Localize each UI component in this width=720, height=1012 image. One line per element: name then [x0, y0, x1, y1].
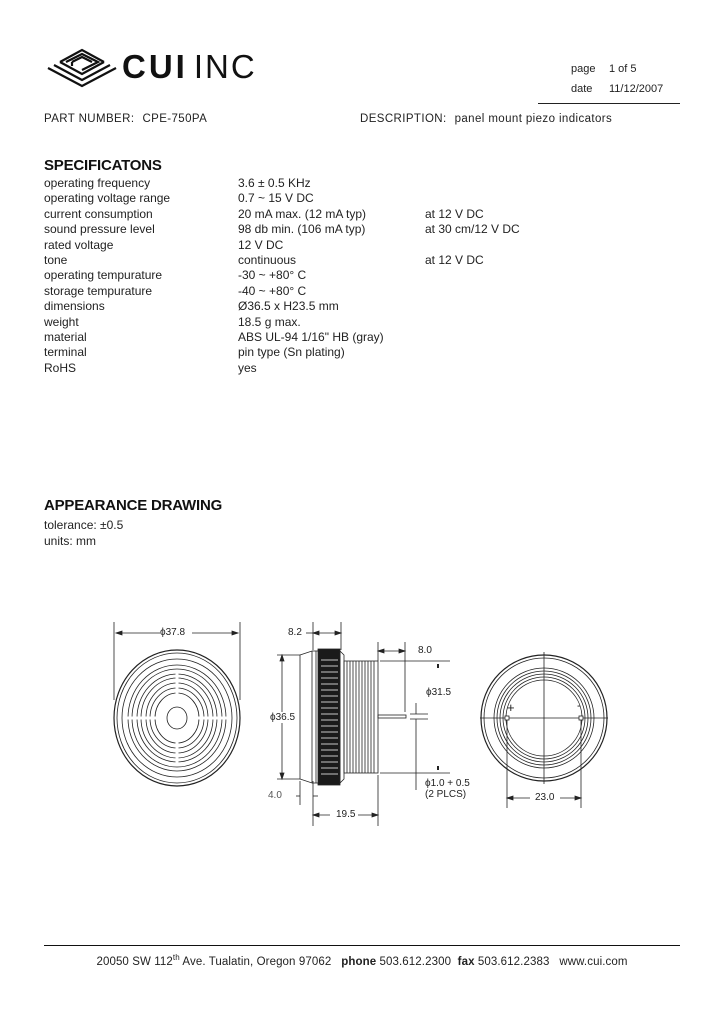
- spec-condition: at 30 cm/12 V DC: [425, 222, 520, 237]
- rear-view-drawing: [480, 652, 608, 808]
- spec-row: [44, 299, 565, 314]
- spec-value: 12 V DC: [238, 237, 284, 252]
- units-text: units: mm: [44, 534, 97, 548]
- footer-divider: [44, 945, 680, 946]
- spec-row: [44, 207, 565, 222]
- company-logo: [46, 46, 256, 88]
- date-value: 11/12/2007: [609, 83, 664, 95]
- spec-value: Ø36.5 x H23.5 mm: [238, 299, 339, 314]
- minus-terminal-mark: -: [577, 700, 581, 712]
- front-view-drawing: [114, 622, 240, 786]
- part-number: [44, 113, 207, 125]
- description-label: DESCRIPTION:: [360, 113, 447, 125]
- spec-row: [44, 345, 565, 360]
- tolerance-text: tolerance: ±0.5: [44, 518, 124, 532]
- page-info: [571, 59, 663, 99]
- spec-condition: [425, 238, 565, 253]
- part-number-value: CPE-750PA: [142, 113, 208, 125]
- dim-pin-diameter: ϕ1.0 + 0.5: [425, 778, 470, 789]
- spec-name: tone: [44, 252, 68, 267]
- spec-row: [44, 238, 565, 253]
- spec-condition: at 12 V DC: [425, 252, 484, 267]
- dim-side-diameter: ϕ36.5: [270, 712, 296, 723]
- spec-value: 18.5 g max.: [238, 314, 301, 329]
- spec-condition: [425, 176, 565, 191]
- dim-flange-offset: 4.0: [268, 790, 282, 801]
- spec-name: RoHS: [44, 360, 77, 375]
- page-label: page: [571, 63, 596, 75]
- footer-website-link[interactable]: www.cui.com: [559, 955, 628, 968]
- spec-row: [44, 315, 565, 330]
- spec-condition: [425, 345, 565, 360]
- spec-value: ABS UL-94 1/16" HB (gray): [238, 329, 384, 344]
- spec-name: current consumption: [44, 206, 153, 221]
- spec-row: [44, 268, 565, 283]
- spec-name: weight: [44, 314, 79, 329]
- spec-value: -40 ~ +80° C: [238, 283, 307, 298]
- spec-condition: [425, 268, 565, 283]
- spec-condition: [425, 191, 565, 206]
- spec-condition: [425, 330, 565, 345]
- dim-pin-spacing: 23.0: [535, 792, 555, 803]
- appearance-drawing: [0, 600, 720, 840]
- footer-contact: [44, 953, 680, 968]
- spec-row: [44, 222, 565, 237]
- spec-condition: [425, 315, 565, 330]
- spec-name: material: [44, 329, 87, 344]
- dim-thread-diameter: ϕ31.5: [426, 687, 452, 698]
- page-value: 1 of 5: [609, 63, 637, 75]
- spec-row: [44, 253, 565, 268]
- spec-name: operating tempurature: [44, 268, 163, 283]
- spec-name: sound pressure level: [44, 222, 155, 237]
- spec-row: [44, 176, 565, 191]
- spec-name: dimensions: [44, 299, 105, 314]
- footer-phone-value: 503.612.2300: [379, 955, 452, 968]
- spec-value: 3.6 ± 0.5 KHz: [238, 176, 311, 190]
- dim-side-width: 8.2: [288, 627, 302, 638]
- description-value: panel mount piezo indicators: [454, 113, 613, 125]
- company-name-regular: INC: [193, 48, 257, 85]
- spec-value: -30 ~ +80° C: [238, 268, 307, 283]
- footer-address-prefix: 20050 SW 112: [96, 955, 173, 968]
- spec-value: 20 mA max. (12 mA typ): [238, 206, 367, 221]
- dim-front-diameter: ϕ37.8: [160, 627, 186, 638]
- spec-value: continuous: [238, 252, 297, 267]
- spec-condition: [425, 284, 565, 299]
- dim-body-length: 19.5: [336, 809, 356, 820]
- footer-address-sup: th: [172, 953, 180, 962]
- spec-row: [44, 330, 565, 345]
- dim-pin-length: 8.0: [418, 645, 432, 656]
- cui-diamond-logo-icon: [46, 46, 120, 88]
- footer-phone-label: phone: [341, 955, 377, 968]
- spec-row: [44, 191, 565, 206]
- spec-name: operating frequency: [44, 176, 151, 190]
- spec-name: storage tempurature: [44, 283, 153, 298]
- spec-value: 98 db min. (106 mA typ): [238, 222, 366, 237]
- spec-name: rated voltage: [44, 237, 114, 252]
- spec-value: pin type (Sn plating): [238, 345, 345, 360]
- date-label: date: [571, 83, 593, 95]
- specifications-title: SPECIFICATONS: [44, 157, 162, 174]
- header-divider: [538, 103, 680, 104]
- company-name: [122, 49, 257, 85]
- spec-condition: [425, 361, 565, 376]
- footer-fax-label: fax: [457, 955, 475, 968]
- company-name-bold: CUI: [122, 48, 188, 85]
- spec-row: [44, 284, 565, 299]
- dim-pin-count: (2 PLCS): [425, 789, 467, 800]
- footer-fax-value: 503.612.2383: [477, 955, 550, 968]
- plus-terminal-mark: +: [507, 700, 515, 715]
- spec-name: terminal: [44, 345, 87, 360]
- spec-row: [44, 361, 565, 376]
- appearance-title: APPEARANCE DRAWING: [44, 497, 223, 514]
- part-number-label: PART NUMBER:: [44, 113, 135, 125]
- spec-condition: at 12 V DC: [425, 206, 484, 221]
- spec-name: operating voltage range: [44, 191, 171, 206]
- specifications-table: [44, 176, 565, 376]
- spec-condition: [425, 299, 565, 314]
- footer-address-suffix: Ave. Tualatin, Oregon 97062: [179, 955, 332, 968]
- description: [360, 113, 612, 125]
- spec-value: 0.7 ~ 15 V DC: [238, 191, 314, 206]
- spec-value: yes: [238, 360, 257, 375]
